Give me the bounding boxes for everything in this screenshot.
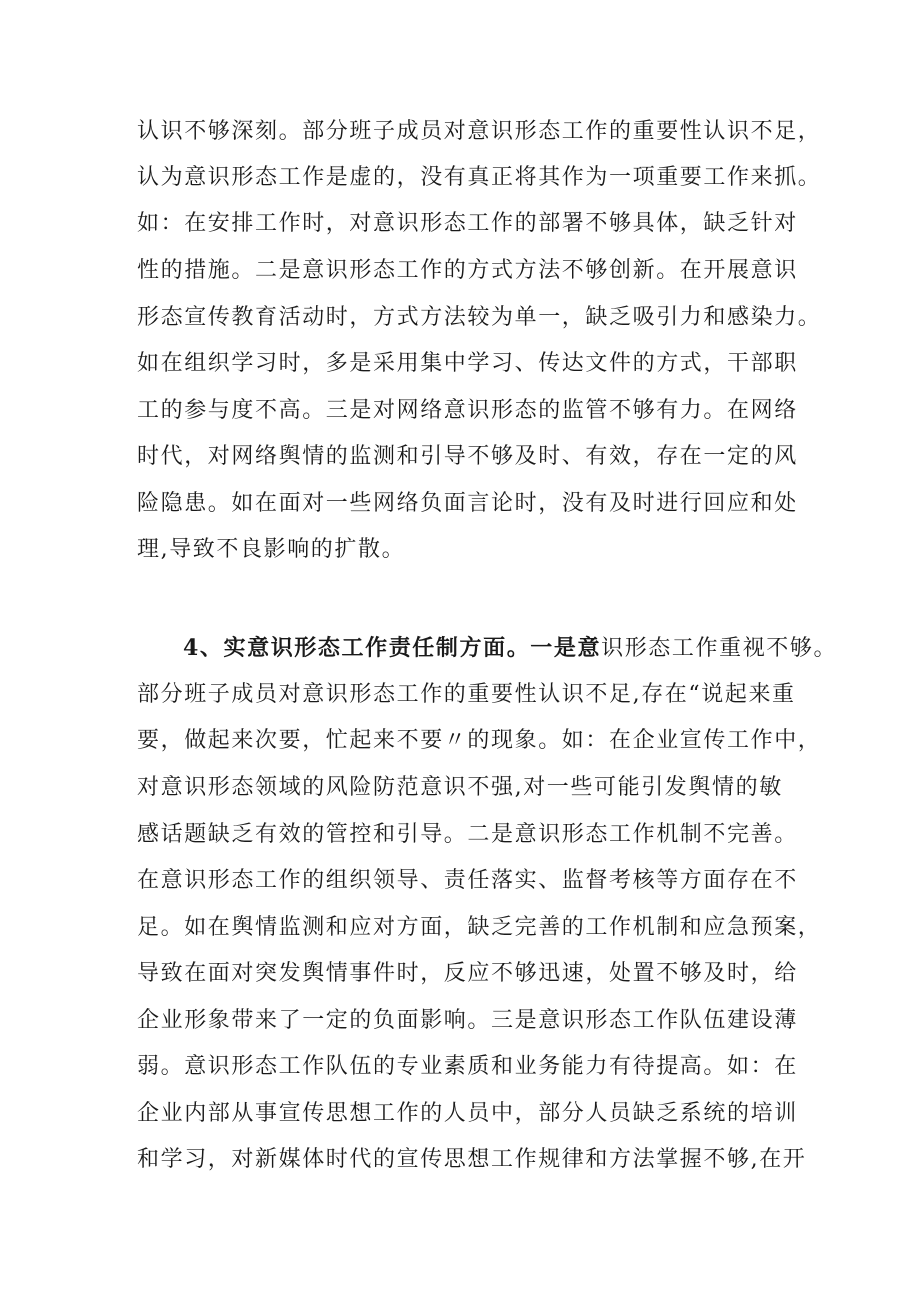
paragraph-2-heading-rest: 识形态工作重视不够。 [601,636,838,661]
paragraph-2-line-4: 感话题缺乏有效的管控和引导。二是意识形态工作机制不完善。 [137,822,798,847]
paragraph-1-line-10: 理,导致不良影响的扩散。 [137,537,406,562]
paragraph-1-line-3: 如：在安排工作时，对意识形态工作的部署不够具体，缺乏针对 [137,211,798,236]
paragraph-1-line-9: 险隐患。如在面对一些网络负面言论时，没有及时进行回应和处 [137,491,798,516]
paragraph-1-line-4: 性的措施。二是意识形态工作的方式方法不够创新。在开展意识 [137,258,798,283]
paragraph-1-line-7: 工的参与度不高。三是对网络意识形态的监管不够有力。在网络 [137,398,798,423]
paragraph-2-heading [183,633,843,664]
paragraph-2-line-2: 要，做起来次要，忙起来不要〃的现象。如：在企业宣传工作中， [137,728,822,753]
paragraph-2-line-9: 弱。意识形态工作队伍的专业素质和业务能力有待提高。如：在 [137,1054,798,1079]
paragraph-1-line-6: 如在组织学习时，多是采用集中学习、传达文件的方式，干部职 [137,351,798,376]
paragraph-1-line-8: 时代，对网络舆情的监测和引导不够及时、有效，存在一定的风 [137,444,798,469]
paragraph-2-heading-bold: 4、实意识形态工作责任制方面。一是意 [183,635,602,661]
paragraph-2-line-7: 导致在面对突发舆情事件时，反应不够迅速，处置不够及时，给 [137,961,798,986]
paragraph-1-line-1: 认识不够深刻。部分班子成员对意识形态工作的重要性认识不足， [137,119,822,144]
paragraph-2-line-10: 企业内部从事宣传思想工作的人员中，部分人员缺乏系统的培训 [137,1101,798,1126]
paragraph-2-line-6: 足。如在舆情监测和应对方面，缺乏完善的工作机制和应急预案， [137,915,822,940]
paragraph-1-line-5: 形态宣传教育活动时，方式方法较为单一，缺乏吸引力和感染力。 [137,305,822,330]
paragraph-2-line-5: 在意识形态工作的组织领导、责任落实、监督考核等方面存在不 [137,868,798,893]
paragraph-2-line-3: 对意识形态领域的风险防范意识不强,对一些可能引发舆情的敏 [137,775,783,800]
paragraph-2-line-1: 部分班子成员对意识形态工作的重要性认识不足,存在“说起来重 [137,682,796,707]
paragraph-2-line-11: 和学习，对新媒体时代的宣传思想工作规律和方法掌握不够,在开 [137,1147,807,1172]
paragraph-2-line-8: 企业形象带来了一定的负面影响。三是意识形态工作队伍建设薄 [137,1008,798,1033]
paragraph-1-line-2: 认为意识形态工作是虚的，没有真正将其作为一项重要工作来抓。 [137,165,822,190]
